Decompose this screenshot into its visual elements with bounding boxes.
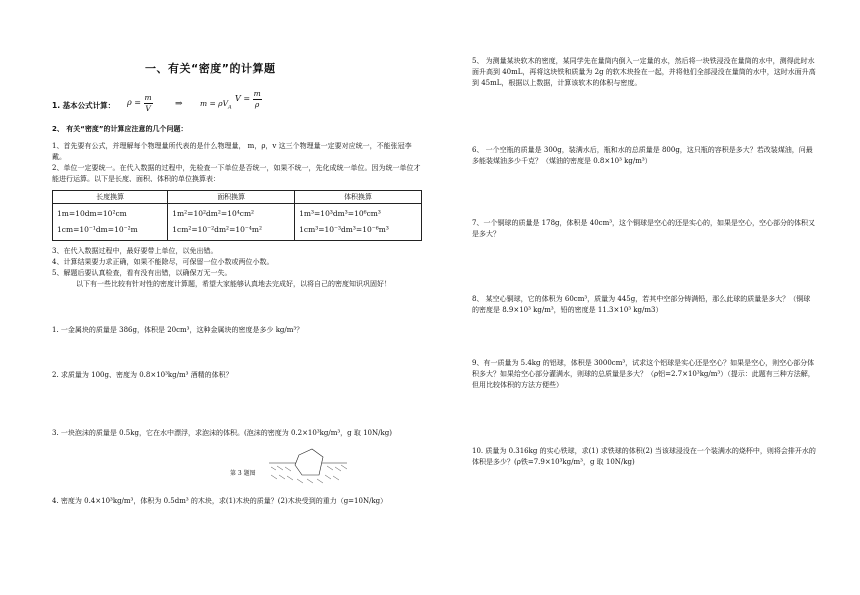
density-formula [127,94,153,112]
volume-formula [235,90,262,108]
area-row-2: 1cm²=10⁻²dm²=10⁻⁴m² [172,225,262,234]
volume-numerator: m [253,89,261,98]
density-formula-lhs: ρ = [127,98,141,107]
implies-arrow: ⇒ [175,99,183,109]
note-item: 1、首先要有公式，并理解每个物理量所代表的是什么物理量， m，ρ，v 这三个物理量一定要对应统一，不能张冠李戴。 [52,142,412,161]
mass-formula-sub: A [228,104,232,111]
question-6: 6、 一个空瓶的质量是 300g，装满水后，瓶和水的总质量是 800g，这只瓶的容积是多大？若改装煤油，问最多能装煤油多少千克？（煤油的密度是 0.8×10³ kg/m³） [472,146,813,165]
table-header: 长度换算 [53,191,168,204]
section-2-heading: 2、 有关“密度”的计算应注意的几个问题： [52,125,188,133]
density-fraction [144,94,153,112]
unit-conversion-table [52,190,422,241]
table-header: 面积换算 [168,191,295,204]
intro-text: 以下有一些比较有针对性的密度计算题，希望大家能够认真地去完成好，以将自己的密度知识巩固好！ [76,279,391,288]
mass-formula [200,98,232,112]
area-row-1: 1m²=10²dm²=10⁴cm² [172,209,255,219]
question-10: 10. 质量为 0.316kg 的实心铁球，求(1) 求铁球的体积(2) 当该球浸没在一个装满水的烧杯中，则将会排开水的体积是多少？(ρ铁=7.9×10³kg/m³，g 取 10N/kg) [472,447,816,466]
floating-foam-figure [267,447,349,487]
note-item: 3、在代入数据过程中，最好要带上单位，以免出错。 [52,247,218,255]
volume-row-2: 1cm³=10⁻³dm³=10⁻⁶m³ [299,225,389,234]
length-row-2: 1cm=10⁻¹dm=10⁻²m [57,225,138,234]
note-item: 5、解题后要认真检查，看有没有出错，以确保万无一失。 [52,268,232,277]
figure-caption: 第 3 题图 [230,470,256,477]
question-2: 2. 求质量为 100g、密度为 0.8×10³kg/m³ 酒精的体积？ [52,371,233,379]
question-8: 8、 某空心铜球，它的体积为 60cm³，质量为 445g，若其中空部分铸满铅，那么此球的质量是多大？（铜球的密度是 8.9×10³ kg/m³，铅的密度是 11.3×10³ kg/m3） [472,295,811,314]
table-cell [168,204,295,241]
mass-formula-text: m = ρV [200,99,228,108]
question-9: 9、有一质量为 5.4kg 的铝球，体积是 3000cm³，试求这个铝球是实心还是空心？如果是空心，则空心部分体积多大？如果给空心部分灌满水，则球的总质量是多大？（ρ铝=2.7×10³kg/m³）（提示：此题有三种方法解，但用比较体积的方法方便些） [472,359,815,389]
note-item: 2、单位一定要统一。在代入数据的过程中，先检查一下单位是否统一，如果不统一，先化成统一单位。因为统一单位才能进行运算。以下是长度、面积、体积的单位换算表： [52,163,421,183]
formula-label: 1. 基本公式计算： [52,101,116,110]
question-1: 1. 一金属块的质量是 386g，体积是 20cm³，这种金属块的密度是多少 kg/m³？ [52,326,304,334]
note-item: 4、计算结果要力求正确，如果不能除尽，可保留一位小数或两位小数。 [52,257,274,266]
question-4: 4. 密度为 0.4×10³kg/m³，体积为 0.5dm³ 的木块，求(1)木块的质量？(2)木块受到的重力（g=10N/kg） [52,497,388,505]
question-7: 7、一个铜球的质量是 178g，体积是 40cm³，这个铜球是空心的还是实心的，如果是空心，空心部分的体积又是多大？ [472,219,816,238]
volume-formula-lhs: V = [235,94,251,103]
notes-list [52,141,422,184]
volume-row-1: 1m³=10³dm³=10⁶cm³ [299,209,381,219]
density-denominator: V [145,103,151,113]
question-5: 5、 为测量某块软木的密度，某同学先在量筒内倒入一定量的水，然后将一块铁浸没在量筒的水中，测得此时水面升高到 40mL，再将这块铁和质量为 2g 的软木块拴在一起，并将他们全部浸没在量筒的水中，这时水面升高到 45mL，根据以上数据，计算该软木的体积与密度。 [472,57,816,87]
question-3: 3. 一块泡沫的质量是 0.5kg，它在水中漂浮，求泡沫的体积。(泡沫的密度为 0.2×10³kg/m³，g 取 10N/kg) [52,429,392,437]
length-row-1: 1m=10dm=10²cm [57,209,127,219]
table-cell [295,204,422,241]
table-header: 体积换算 [295,191,422,204]
notes-list-2 [52,246,422,289]
page-title: 一、有关“密度”的计算题 [145,62,276,75]
density-numerator: m [144,93,152,102]
table-cell [53,204,168,241]
volume-fraction [253,90,262,108]
volume-denominator: ρ [254,99,260,109]
basic-formula-row [52,90,422,116]
